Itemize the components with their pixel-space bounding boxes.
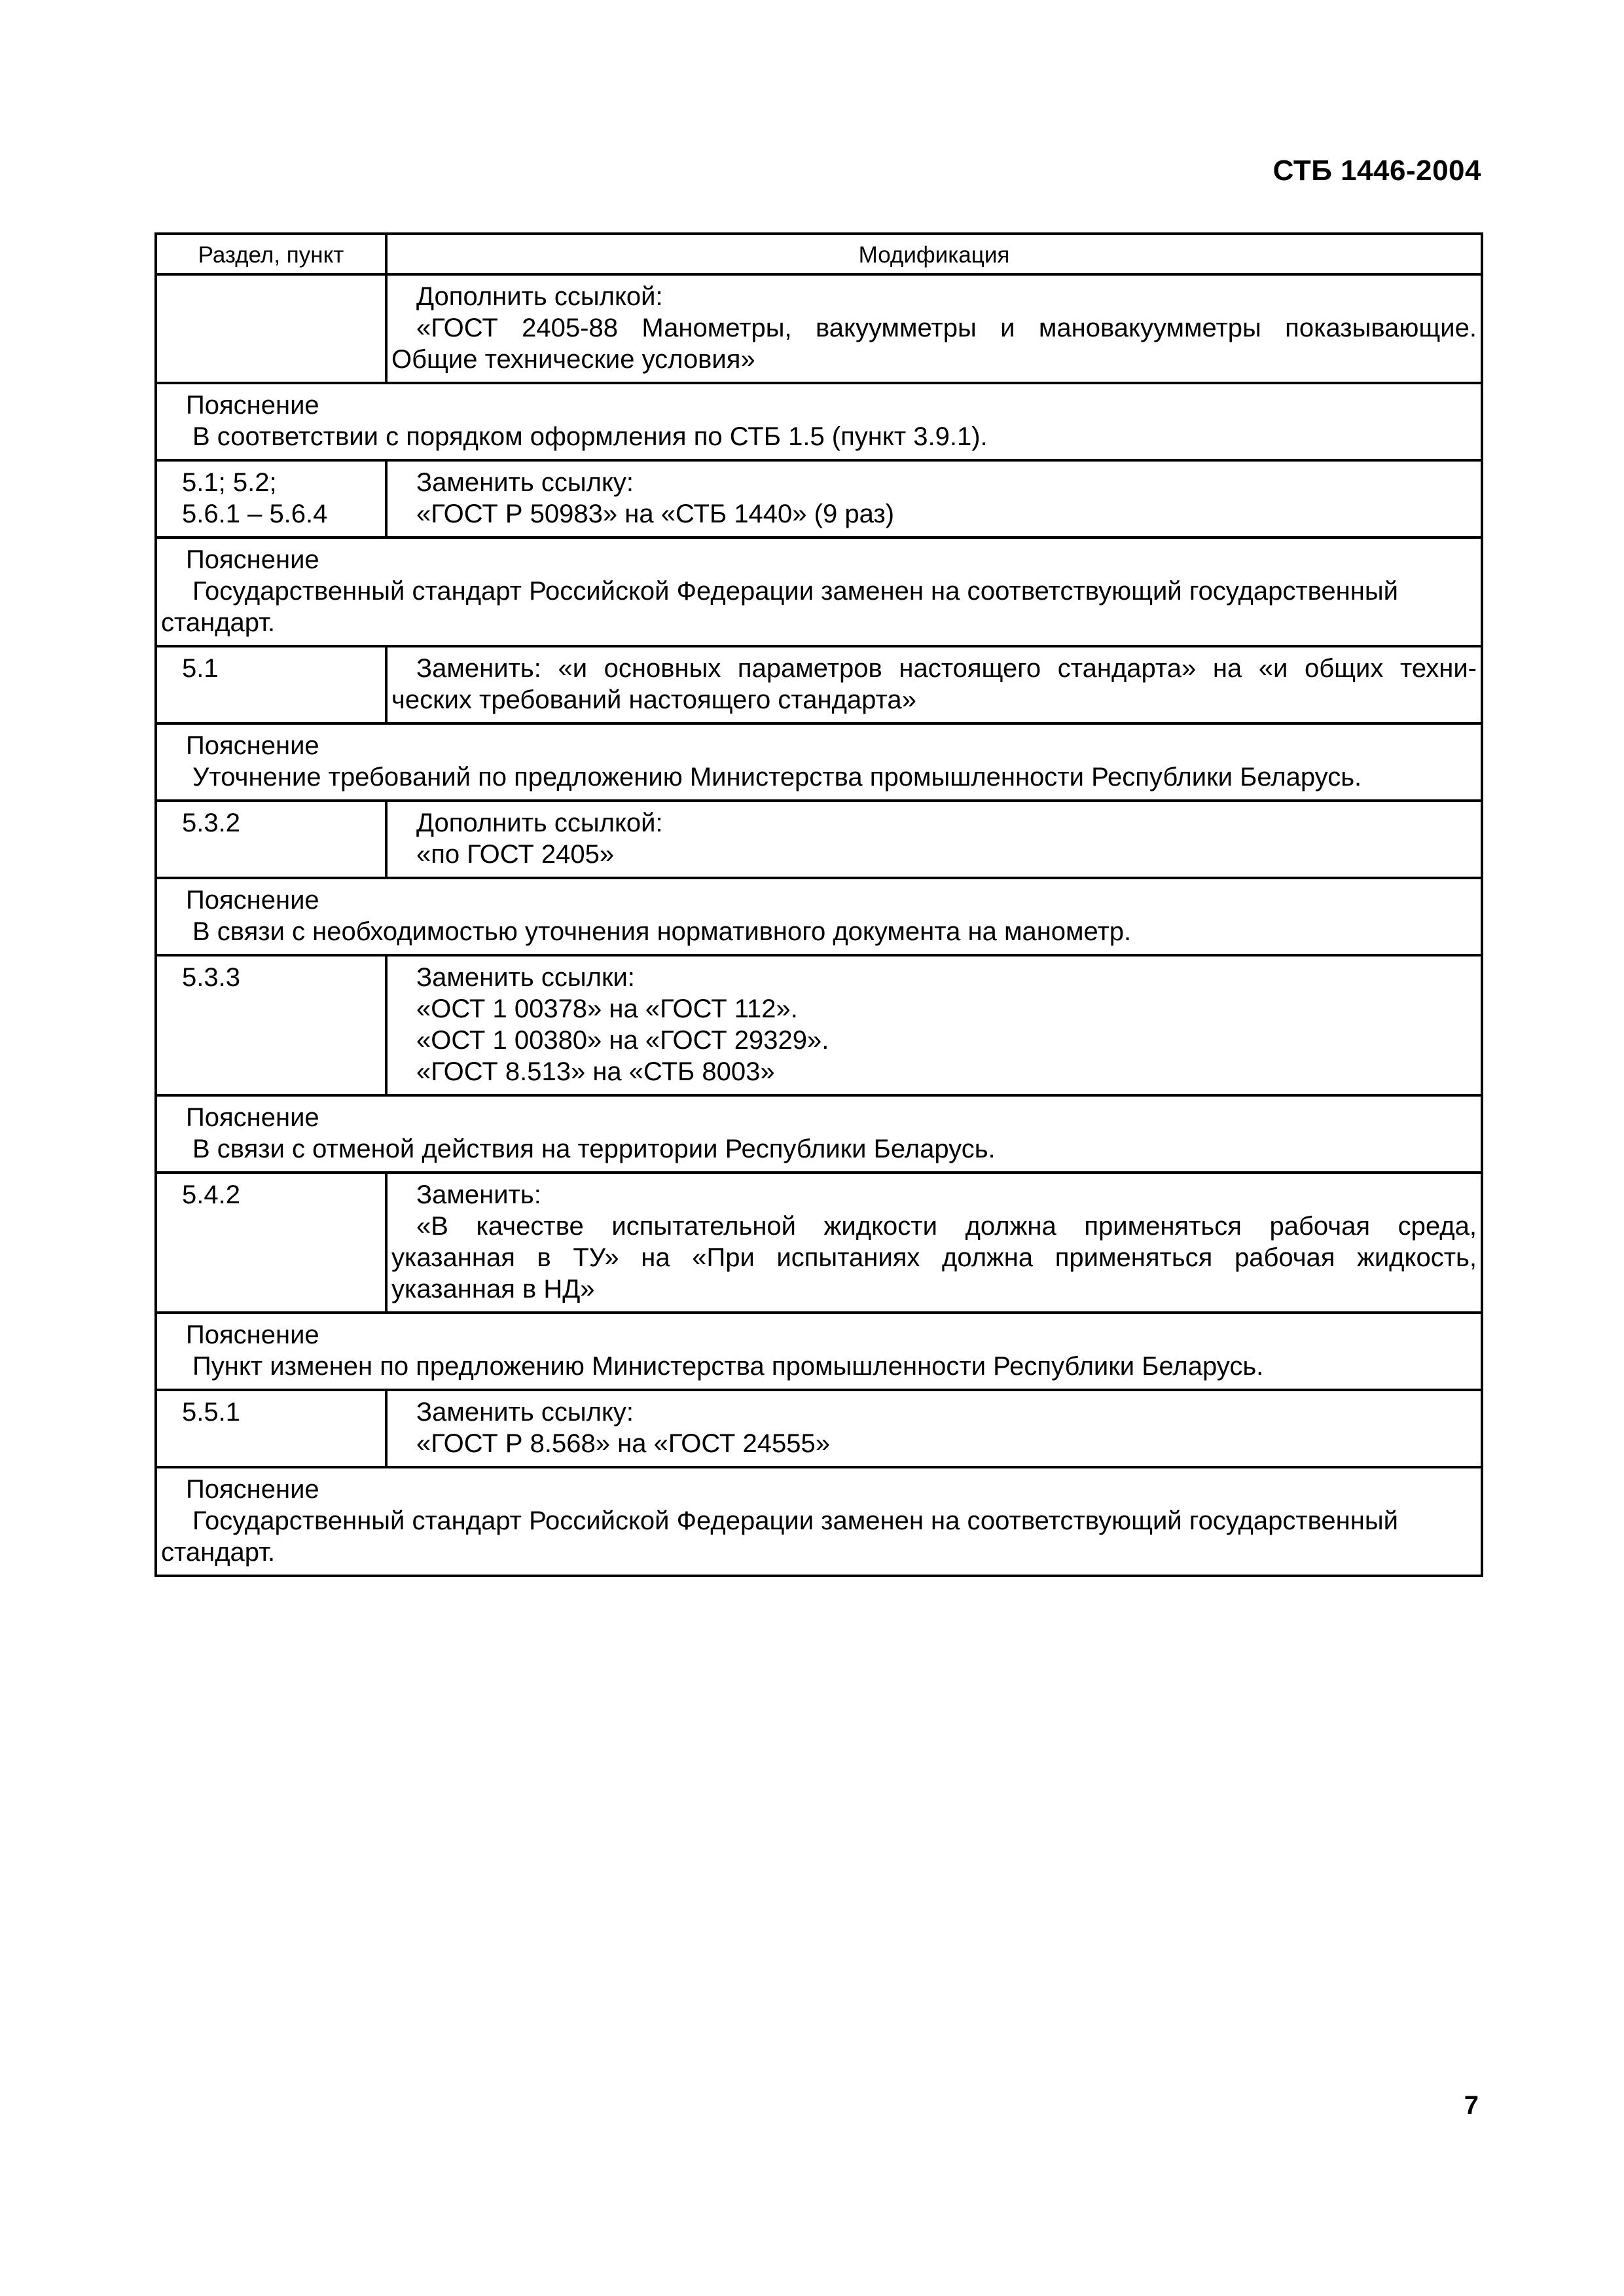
modification-line: Дополнить ссылкой: bbox=[416, 809, 663, 837]
modification-line: Заменить ссылку: bbox=[416, 1398, 634, 1427]
section-cell: 5.1; 5.2; 5.6.1 – 5.6.4 bbox=[156, 460, 386, 538]
modification-line: «ОСТ 1 00378» на «ГОСТ 112». bbox=[416, 994, 798, 1023]
modification-line: Заменить: bbox=[416, 1180, 541, 1209]
explanation-text: стандарт. bbox=[161, 1538, 276, 1567]
modification-line: Общие технические условия» bbox=[391, 345, 755, 374]
explanation-cell bbox=[156, 1313, 1482, 1390]
explanation-label: Пояснение bbox=[186, 1475, 319, 1504]
explanation-row bbox=[156, 723, 1482, 801]
modification-line: Заменить ссылки: bbox=[416, 963, 635, 992]
explanation-label: Пояснение bbox=[186, 886, 319, 915]
section-cell: 5.3.3 bbox=[156, 955, 386, 1095]
explanation-cell bbox=[156, 538, 1482, 646]
modification-row bbox=[156, 1390, 1482, 1467]
explanation-text: В связи с отменой действия на территории Республики Беларусь. bbox=[192, 1135, 996, 1163]
modification-cell bbox=[386, 646, 1482, 723]
explanation-text: В соответствии с порядком оформления по СТБ 1.5 (пункт 3.9.1). bbox=[192, 422, 988, 451]
modification-line: «ГОСТ Р 50983» на «СТБ 1440» (9 раз) bbox=[416, 500, 895, 528]
explanation-label: Пояснение bbox=[186, 391, 319, 420]
modification-line: «ГОСТ Р 8.568» на «ГОСТ 24555» bbox=[416, 1429, 830, 1458]
explanation-label: Пояснение bbox=[186, 1103, 319, 1132]
section-cell: 5.3.2 bbox=[156, 801, 386, 878]
section-cell: 5.5.1 bbox=[156, 1390, 386, 1467]
explanation-label: Пояснение bbox=[186, 545, 319, 574]
modification-line: указанная в НД» bbox=[391, 1275, 595, 1303]
modification-line: «В качестве испытательной жидкости должна применяться рабочая среда, bbox=[416, 1212, 1477, 1241]
explanation-cell bbox=[156, 1467, 1482, 1576]
modification-line: Заменить: «и основных параметров настоящего стандарта» на «и общих техни- bbox=[416, 654, 1477, 683]
explanation-cell bbox=[156, 878, 1482, 955]
modification-row bbox=[156, 801, 1482, 878]
section-cell: 5.4.2 bbox=[156, 1173, 386, 1313]
document-code: СТБ 1446-2004 bbox=[1272, 155, 1481, 187]
modification-row bbox=[156, 955, 1482, 1095]
modification-cell bbox=[386, 460, 1482, 538]
modification-line: «ГОСТ 2405-88 Манометры, вакуумметры и мановакуумметры показывающие. bbox=[416, 314, 1477, 342]
explanation-row bbox=[156, 1313, 1482, 1390]
explanation-text: Уточнение требований по предложению Министерства промышленности Республики Беларусь. bbox=[192, 763, 1362, 792]
page-number: 7 bbox=[1464, 2091, 1479, 2120]
modification-cell bbox=[386, 1390, 1482, 1467]
modification-cell bbox=[386, 801, 1482, 878]
modification-line: «по ГОСТ 2405» bbox=[416, 840, 615, 869]
modification-line: ческих требований настоящего стандарта» bbox=[391, 685, 916, 714]
explanation-cell bbox=[156, 723, 1482, 801]
explanation-text: Государственный стандарт Российской Федерации заменен на соответствующий государственный bbox=[192, 577, 1398, 606]
column-header-section: Раздел, пункт bbox=[156, 234, 386, 274]
section-cell: 5.1 bbox=[156, 646, 386, 723]
modification-line: «ГОСТ 8.513» на «СТБ 8003» bbox=[416, 1057, 775, 1086]
table-header-row bbox=[156, 234, 1482, 274]
modification-row bbox=[156, 460, 1482, 538]
modification-line: Заменить ссылку: bbox=[416, 468, 634, 497]
modification-line: «ОСТ 1 00380» на «ГОСТ 29329». bbox=[416, 1026, 829, 1055]
modification-cell bbox=[386, 274, 1482, 383]
table-body bbox=[156, 274, 1482, 1576]
explanation-row bbox=[156, 383, 1482, 460]
explanation-row bbox=[156, 1095, 1482, 1173]
explanation-cell bbox=[156, 1095, 1482, 1173]
modifications-table bbox=[154, 232, 1483, 1577]
column-header-modification: Модификация bbox=[386, 234, 1482, 274]
modification-line: Дополнить ссылкой: bbox=[416, 282, 663, 311]
modification-line: указанная в ТУ» на «При испытаниях должна применяться рабочая жидкость, bbox=[391, 1243, 1477, 1272]
explanation-cell bbox=[156, 383, 1482, 460]
modification-row bbox=[156, 1173, 1482, 1313]
explanation-label: Пояснение bbox=[186, 1321, 319, 1349]
explanation-text: Государственный стандарт Российской Федерации заменен на соответствующий государственный bbox=[192, 1506, 1398, 1535]
modification-row bbox=[156, 274, 1482, 383]
explanation-text: В связи с необходимостью уточнения нормативного документа на манометр. bbox=[192, 917, 1132, 946]
modification-cell bbox=[386, 955, 1482, 1095]
section-cell bbox=[156, 274, 386, 383]
modification-cell bbox=[386, 1173, 1482, 1313]
explanation-text: стандарт. bbox=[161, 608, 276, 637]
modification-row bbox=[156, 646, 1482, 723]
explanation-row bbox=[156, 538, 1482, 646]
explanation-row bbox=[156, 878, 1482, 955]
explanation-label: Пояснение bbox=[186, 731, 319, 760]
explanation-text: Пункт изменен по предложению Министерства промышленности Республики Беларусь. bbox=[192, 1352, 1264, 1381]
explanation-row bbox=[156, 1467, 1482, 1576]
